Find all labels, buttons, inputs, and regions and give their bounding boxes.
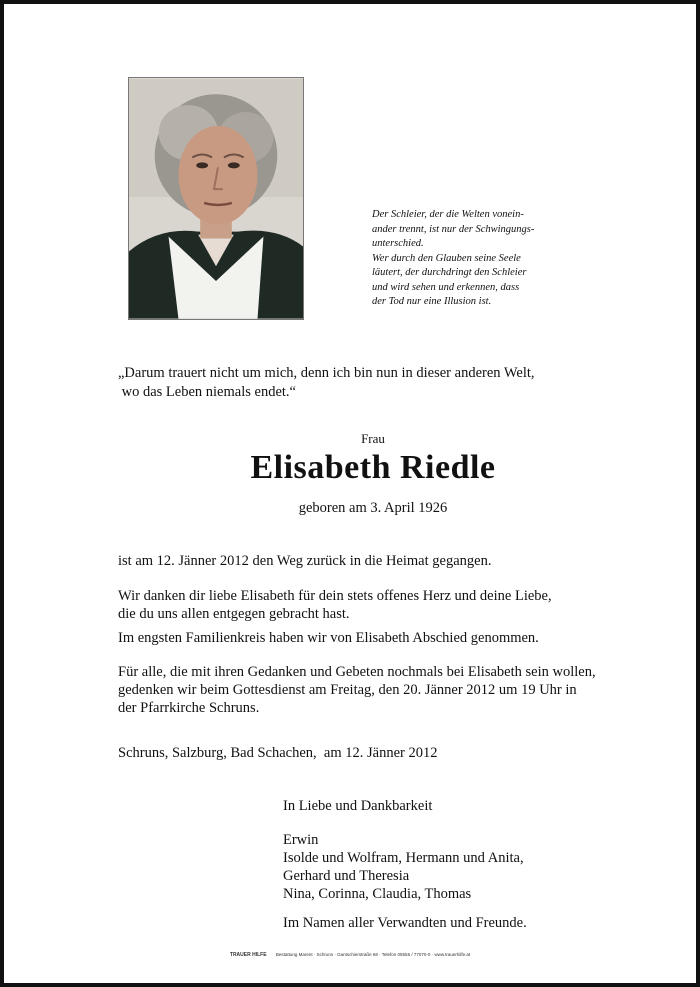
greeting-line: In Liebe und Dankbarkeit (283, 798, 433, 814)
service-line: Für alle, die mit ihren Gedanken und Gebeten nochmals bei Elisabeth sein wollen, (118, 664, 596, 680)
poem-line: ander trennt, ist nur der Schwingungs- (372, 223, 535, 235)
poem-line: der Tod nur eine Illusion ist. (372, 296, 492, 307)
thanks-line: die du uns allen entgegen gebracht hast. (118, 606, 350, 622)
death-line: ist am 12. Jänner 2012 den Weg zurück in die Heimat gegangen. (118, 553, 492, 569)
poem-line: läutert, der durchdringt den Schleier (372, 267, 527, 278)
thanks-paragraph (118, 587, 638, 623)
mourner-line: Nina, Corinna, Claudia, Thomas (283, 886, 472, 902)
farewell-paragraph (118, 629, 638, 647)
poem-line: unterschied. (372, 238, 424, 249)
deceased-name: Elisabeth Riedle (250, 449, 496, 486)
service-line: gedenken wir beim Gottesdienst am Freitag, den 20. Jänner 2012 um 19 Uhr in (118, 682, 577, 698)
poem-line: Wer durch den Glauben seine Seele (372, 252, 521, 264)
mourner-line: Erwin (283, 832, 319, 848)
salutation: Frau (361, 431, 385, 446)
birth-date: geboren am 3. April 1926 (298, 500, 448, 516)
closing-final (283, 914, 527, 932)
service-line: der Pfarrkirche Schruns. (118, 700, 260, 716)
death-announcement (118, 552, 638, 570)
poem-line: und wird sehen und erkennen, dass (372, 281, 520, 293)
closing-greeting (283, 797, 432, 815)
mourner-line: Isolde und Wolfram, Hermann und Anita, (283, 850, 524, 866)
portrait-photo (128, 77, 304, 320)
mourner-line: Gerhard und Theresia (283, 868, 410, 884)
service-paragraph (118, 663, 638, 717)
portrait-image (129, 78, 303, 319)
place-date (118, 744, 638, 762)
mourners-list (283, 831, 524, 903)
final-line: Im Namen aller Verwandten und Freunde. (283, 915, 527, 931)
quote (118, 364, 535, 402)
thanks-line: Wir danken dir liebe Elisabeth für dein stets offenes Herz und deine Liebe, (118, 588, 552, 604)
poem-text (372, 208, 563, 310)
poem-line: Der Schleier, der die Welten vonein- (372, 209, 524, 220)
place-date-line: Schruns, Salzburg, Bad Schachen, am 12. Jänner 2012 (118, 745, 438, 761)
footer-brand: TRAUER HILFE (229, 952, 267, 958)
footer-text: Bestattung Marent · Schruns · Gantschierstraße 68 · Telefon 05556 / 77070-0 · www.trauerhilfe.at (275, 952, 471, 957)
footer (4, 952, 696, 958)
quote-line: wo das Leben niemals endet.“ (118, 384, 296, 400)
quote-line: „Darum trauert nicht um mich, denn ich bin nun in dieser anderen Welt, (118, 365, 535, 381)
farewell-line: Im engsten Familienkreis haben wir von Elisabeth Abschied genommen. (118, 630, 539, 646)
